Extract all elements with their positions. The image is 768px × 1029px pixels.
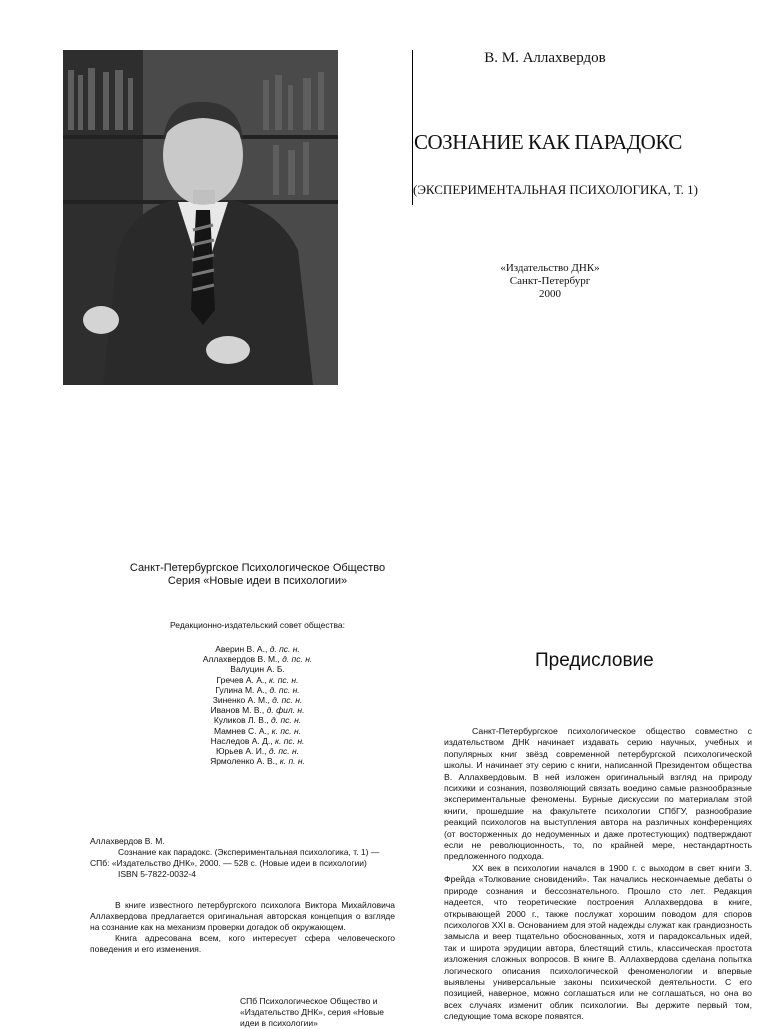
author-photo <box>63 50 338 385</box>
board-member: Мамнев С. А., к. пс. н. <box>213 725 302 736</box>
catalog-isbn: ISBN 5-7822-0032-4 <box>118 869 196 879</box>
book-subtitle: (ЭКСПЕРИМЕНТАЛЬНАЯ ПСИХОЛОГИКА, Т. 1) <box>413 182 698 197</box>
board-member: Гулина М. А., д. пс. н. <box>215 684 300 695</box>
imprint <box>470 262 630 301</box>
board-caption: Редакционно-издательский совет общества: <box>169 620 345 630</box>
imprint-year: 2000 <box>539 288 561 300</box>
abstract-paragraph: Книга адресована всем, кого интересует сфера человеческого поведения и его изменения. <box>90 933 395 954</box>
preface-paragraph: XX век в психологии начался в 1900 г. с выходом в свет книги З. Фрейда «Толкование сновидений». Так начались нескончаемые дебаты о природе сознания и бессознательного. Прошло сто лет. Редакция надеется, что теоретические построения Аллахвердова в книге, открывающей 2000 г., также послужат хорошим поводом для споров психологов XXI в. Основанием для этой надежды служат как грандиозность замысла и веер тщательно обоснованных, хотя и парадоксальных идей, так и широта эрудиции автора, блестящий стиль, классическая простота изложения сложных вопросов. В книге В. Аллахвердова сделана попытка логического описания психологической феноменологии и впервые выявлены универсальные законы психической деятельности. С его позицией, наверное, можно соглашаться или не соглашаться, но она во всех случаях изменит облик психологии. Вы держите первый том, следующие тома вскоре появятся. <box>444 862 752 1022</box>
board-member: Юрьев А. И., д. пс. н. <box>215 746 300 757</box>
board-member: Аллахвердов В. М., д. пс. н. <box>202 654 313 665</box>
society-footer: СПб Психологическое Общество и «Издательство ДНК», серия «Новые идеи в психологии» <box>240 996 384 1028</box>
board-member: Зиненко А. М., д. пс. н. <box>212 695 303 706</box>
imprint-publisher: «Издательство ДНК» <box>500 262 600 274</box>
abstract <box>90 900 395 955</box>
society-name: Санкт-Петербургское Психологическое Общество <box>129 562 386 574</box>
board-member: Аверин В. А., д. пс. н. <box>215 644 300 654</box>
catalog-title: Сознание как парадокс. (Экспериментальная психологика, т. 1) — <box>118 847 380 857</box>
board-member: Гречев А. А., к. пс. н. <box>216 674 299 685</box>
catalog-entry <box>90 836 400 880</box>
abstract-paragraph: В книге известного петербургского психолога Виктора Михайловича Аллахвердова предлагается оригинальная авторская концепция о взгляде на сознание как на механизм проверки догадок об окружающем. <box>90 900 395 932</box>
society-header <box>60 562 455 588</box>
board-member: Куликов Л. В., д. пс. н. <box>213 715 302 726</box>
author-photo-illustration <box>63 50 338 385</box>
series-name: Серия «Новые идеи в психологии» <box>167 575 348 587</box>
author-name: В. М. Аллахвердов <box>484 50 606 66</box>
editorial-board <box>60 644 455 766</box>
imprint-city: Санкт-Петербург <box>509 275 591 287</box>
board-member: Валуцин А. Б. <box>230 664 285 675</box>
catalog-publisher: СПб: «Издательство ДНК», 2000. — 528 с. (Новые идеи в психологии) <box>90 858 367 868</box>
board-member: Ярмоленко А. В., к. п. н. <box>210 756 305 767</box>
book-title: СОЗНАНИЕ КАК ПАРАДОКС <box>414 130 682 154</box>
preface-text <box>444 726 752 1023</box>
catalog-author: Аллахвердов В. М. <box>90 836 165 846</box>
preface-paragraph: Санкт-Петербургское психологическое общество совместно с издательством ДНК начинает издавать серию научных, учебных и популярных книг звёзд современной петербургской психологической школы. И начинает эту серию с книги, написанной Президентом общества В. Аллахвердовым. В ней изложен оригинальный взгляд на природу психики и сознания, позволяющий связать воедино самые разнообразные экспериментальные феномены. Бурные дискуссии по материалам этой книги, прошедшие на факультете психологии СПбГУ, разнообразие реакций психологов на выступления автора на различных конференциях (от восторженных до недоуменных и даже протестующих) подтверждают если не революционность, то, по крайней мере, нестандартность предложенного подхода. <box>444 726 752 862</box>
preface-heading: Предисловие <box>535 650 654 671</box>
board-member: Иванов М. В., д. фил. н. <box>210 705 305 716</box>
board-member: Наследов А. Д., к. пс. н. <box>210 735 305 746</box>
